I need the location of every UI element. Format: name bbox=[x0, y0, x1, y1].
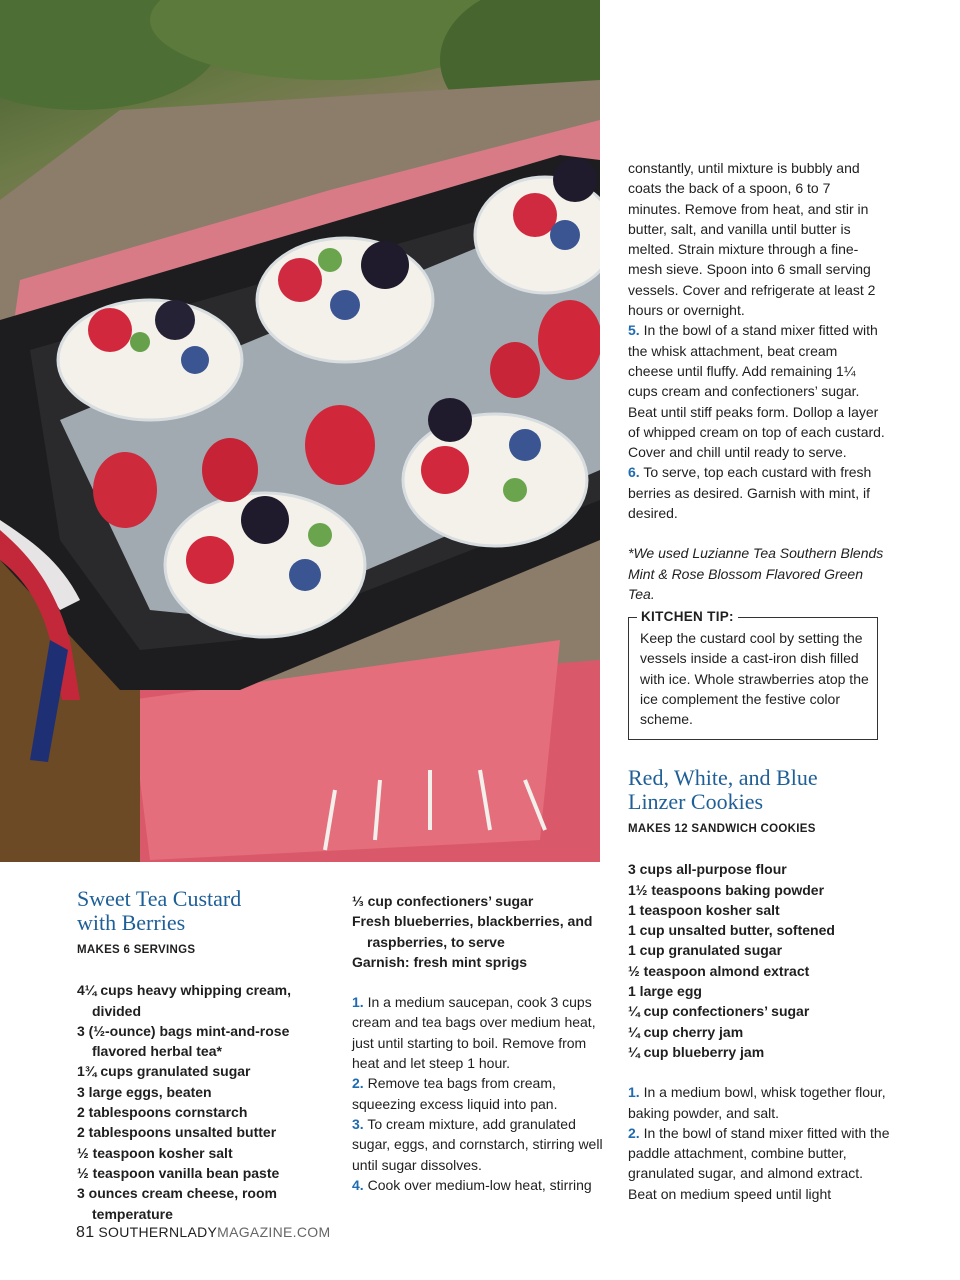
ingredient-item: 1¾ cups granulated sugar bbox=[77, 1063, 251, 1080]
ingredient-item: 1 large egg bbox=[628, 983, 702, 1000]
step-text: To cream mixture, add granulated sugar, eggs, and cornstarch, stirring well until sugar dissolves. bbox=[352, 1115, 603, 1173]
recipe1-step-6 bbox=[628, 462, 886, 523]
recipe1-step-3 bbox=[352, 1114, 610, 1175]
step-text: In a medium saucepan, cook 3 cups cream and tea bags over medium heat, just until starting to boil. Remove from heat and let steep 1 hour. bbox=[352, 994, 596, 1072]
step-text: In the bowl of a stand mixer fitted with the whisk attachment, beat cream cheese until fluffy. Add remaining 1¼ cups cream and confectioners’ sugar. Beat until stiff peaks form. Dollop a layer of whipped cream on top of each custard. Cover and chill until ready to serve. bbox=[628, 322, 885, 461]
ingredient-item: Fresh blueberries, blackberries, and raspberries, to serve bbox=[352, 913, 593, 950]
recipe1-middle-column bbox=[352, 891, 610, 1195]
ingredient-item: 1 cup unsalted butter, softened bbox=[628, 922, 835, 939]
ingredient-item: ½ teaspoon kosher salt bbox=[77, 1144, 233, 1161]
recipe1-title bbox=[77, 887, 339, 935]
recipe1-yield: MAKES 6 SERVINGS bbox=[77, 944, 196, 956]
custard-cup bbox=[165, 493, 365, 637]
recipe2-title bbox=[628, 766, 890, 814]
page-number: 81 bbox=[76, 1224, 95, 1241]
step-number: 3. bbox=[352, 1115, 364, 1132]
step-number: 2. bbox=[352, 1075, 364, 1092]
kitchen-tip-text: Keep the custard cool by setting the vessels inside a cast-iron dish filled with ice. Whole strawberries atop the ice complement the festive color scheme. bbox=[640, 630, 869, 728]
step-text: Remove tea bags from cream, squeezing excess liquid into pan. bbox=[352, 1075, 558, 1112]
step-text: In the bowl of stand mixer fitted with the paddle attachment, combine butter, granulated sugar, and almond extract. Beat on medium speed until light bbox=[628, 1124, 890, 1202]
ingredient-item: Garnish: fresh mint sprigs bbox=[352, 953, 528, 970]
footer-brand: SOUTHERNLADY bbox=[98, 1224, 218, 1240]
custard-cup bbox=[58, 300, 242, 420]
recipe1-step4-continued: constantly, until mixture is bubbly and coats the back of a spoon, 6 to 7 minutes. Remove from heat, and stir in butter, salt, and vanilla until butter is melted. Strain mixture through a fine-mesh sieve. Spoon into 6 small serving vessels. Cover and refrigerate at least 2 hours or overnight. bbox=[628, 160, 876, 319]
footer-magazine: MAGAZINE.COM bbox=[217, 1224, 331, 1240]
recipe1-title-line1: Sweet Tea Custard bbox=[77, 886, 242, 911]
tea-note: *We used Luzianne Tea Southern Blends Mint & Rose Blossom Flavored Green Tea. bbox=[628, 545, 884, 602]
ingredient-item: 3 ounces cream cheese, room temperature bbox=[77, 1185, 277, 1222]
ingredient-item: ½ teaspoon vanilla bean paste bbox=[77, 1164, 280, 1181]
ingredient-item: ⅓ cup confectioners’ sugar bbox=[352, 893, 534, 909]
ingredient-item: ¼ cup blueberry jam bbox=[628, 1043, 765, 1060]
step-number: 6. bbox=[628, 464, 640, 481]
ingredient-item: 3 cups all-purpose flour bbox=[628, 861, 787, 878]
ingredient-item: ¼ cup cherry jam bbox=[628, 1023, 744, 1040]
recipe2-step-1 bbox=[628, 1082, 890, 1123]
recipe2-title-line2: Linzer Cookies bbox=[628, 789, 764, 814]
recipe1-step-5 bbox=[628, 320, 886, 462]
ingredient-item: 3 (½-ounce) bags mint-and-rose flavored herbal tea* bbox=[77, 1022, 290, 1060]
step-text: To serve, top each custard with fresh berries as desired. Garnish with mint, if desired. bbox=[628, 464, 872, 522]
ingredient-item: 2 tablespoons cornstarch bbox=[77, 1104, 248, 1121]
ingredient-item: 1 cup granulated sugar bbox=[628, 942, 783, 959]
recipe1-step-2 bbox=[352, 1073, 610, 1114]
recipe2-section bbox=[628, 766, 890, 1204]
step-text: Cook over medium-low heat, stirring bbox=[367, 1176, 592, 1193]
ingredient-item: ¼ cup confectioners’ sugar bbox=[628, 1003, 810, 1020]
ingredient-item: 4¼ cups heavy whipping cream, divided bbox=[77, 982, 291, 1019]
ingredient-item: 1½ teaspoons baking powder bbox=[628, 881, 825, 898]
ingredient-item: 2 tablespoons unsalted butter bbox=[77, 1124, 277, 1141]
recipe1-step-1 bbox=[352, 992, 610, 1073]
step-number: 2. bbox=[628, 1124, 640, 1141]
step-number: 4. bbox=[352, 1176, 364, 1193]
recipe1-step-4 bbox=[352, 1175, 610, 1195]
step-text: In a medium bowl, whisk together flour, baking powder, and salt. bbox=[628, 1084, 886, 1121]
kitchen-tip-label: KITCHEN TIP: bbox=[637, 608, 738, 626]
recipe2-title-line1: Red, White, and Blue bbox=[628, 765, 818, 790]
recipe1-section bbox=[77, 887, 339, 1224]
custard-photo-illustration bbox=[0, 0, 600, 862]
recipe-photo bbox=[0, 0, 600, 862]
recipe2-yield: MAKES 12 SANDWICH COOKIES bbox=[628, 823, 816, 835]
step-number: 1. bbox=[352, 994, 364, 1011]
recipe1-title-line2: with Berries bbox=[77, 910, 186, 935]
ingredient-item: 3 large eggs, beaten bbox=[77, 1083, 212, 1100]
step-number: 1. bbox=[628, 1084, 640, 1101]
right-column-steps bbox=[628, 158, 886, 604]
ingredient-item: 1 teaspoon kosher salt bbox=[628, 901, 780, 918]
custard-cup bbox=[257, 238, 433, 362]
page-footer bbox=[76, 1222, 330, 1243]
kitchen-tip-box bbox=[628, 609, 878, 740]
step-number: 5. bbox=[628, 322, 640, 339]
recipe2-step-2 bbox=[628, 1123, 890, 1204]
ingredient-item: ½ teaspoon almond extract bbox=[628, 962, 810, 979]
